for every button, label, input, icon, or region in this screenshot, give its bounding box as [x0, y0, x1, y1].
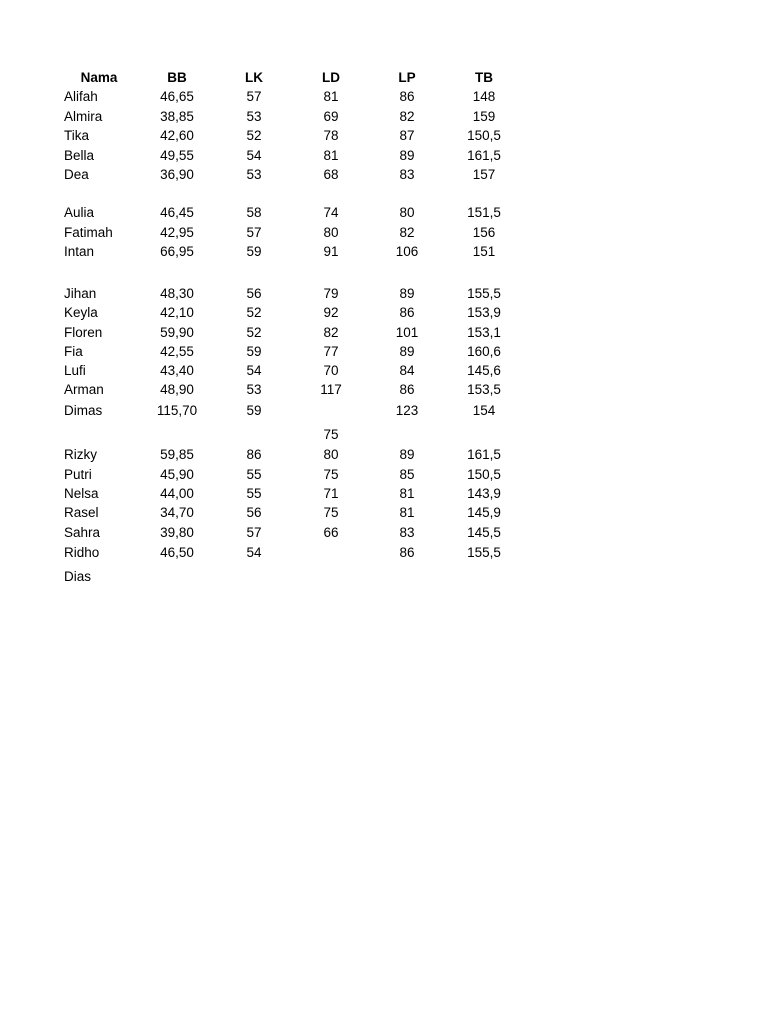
cell-lk: 57: [246, 525, 262, 540]
cell-lp: 83: [399, 525, 415, 540]
cell-bb: 46,45: [160, 205, 194, 220]
cell-tb: 145,5: [467, 525, 501, 540]
cell-tb: 145,6: [467, 363, 501, 378]
cell-ld: 82: [323, 325, 339, 340]
cell-bb: 45,90: [160, 467, 194, 482]
cell-lp: 81: [399, 505, 415, 520]
cell-nama: Dea: [64, 167, 89, 182]
cell-lp: 101: [395, 325, 419, 340]
cell-bb: 38,85: [160, 109, 194, 124]
cell-bb: 66,95: [160, 244, 194, 259]
cell-nama: Tika: [64, 128, 90, 143]
cell-lp: 85: [399, 467, 415, 482]
cell-lk: 53: [246, 109, 262, 124]
cell-nama: Intan: [64, 244, 95, 259]
cell-nama: Keyla: [64, 305, 98, 320]
cell-nama: Rizky: [64, 447, 97, 462]
cell-ld: 81: [323, 89, 339, 104]
cell-nama: Jihan: [64, 286, 97, 301]
cell-lp: 89: [399, 447, 415, 462]
cell-tb: 145,9: [467, 505, 501, 520]
cell-bb: 48,30: [160, 286, 194, 301]
cell-tb: 159: [472, 109, 496, 124]
cell-tb: 153,9: [467, 305, 501, 320]
cell-nama: Rasel: [64, 505, 99, 520]
cell-lp: 81: [399, 486, 415, 501]
cell-bb: 43,40: [160, 363, 194, 378]
cell-lk: 57: [246, 225, 262, 240]
cell-lp: 82: [399, 225, 415, 240]
cell-tb: 155,5: [467, 545, 501, 560]
cell-ld: 69: [323, 109, 339, 124]
cell-lk: 56: [246, 286, 262, 301]
cell-lk: 59: [246, 344, 262, 359]
cell-tb: 153,5: [467, 382, 501, 397]
header-bb: BB: [167, 70, 187, 85]
cell-lk: 52: [246, 305, 262, 320]
cell-ld: 80: [323, 447, 339, 462]
cell-lp: 84: [399, 363, 415, 378]
cell-lk: 53: [246, 382, 262, 397]
cell-lk: 54: [246, 363, 262, 378]
header-nama: Nama: [80, 70, 118, 85]
header-tb: TB: [475, 70, 493, 85]
cell-bb: 36,90: [160, 167, 194, 182]
cell-bb: 42,55: [160, 344, 194, 359]
cell-lp: 83: [399, 167, 415, 182]
cell-bb: 44,00: [160, 486, 194, 501]
cell-ld: 92: [323, 305, 339, 320]
cell-bb: 46,50: [160, 545, 194, 560]
cell-ld: 78: [323, 128, 339, 143]
cell-bb: 59,90: [160, 325, 194, 340]
cell-tb: 143,9: [467, 486, 501, 501]
cell-nama: Nelsa: [64, 486, 99, 501]
cell-ld: 66: [323, 525, 339, 540]
header-lp: LP: [398, 70, 416, 85]
cell-lp: 89: [399, 148, 415, 163]
cell-nama: Dimas: [64, 403, 103, 418]
cell-ld: 91: [323, 244, 339, 259]
cell-ld: 75: [323, 427, 339, 442]
cell-lp: 82: [399, 109, 415, 124]
cell-bb: 49,55: [160, 148, 194, 163]
cell-lk: 54: [246, 148, 262, 163]
cell-ld: 75: [323, 467, 339, 482]
cell-lk: 53: [246, 167, 262, 182]
cell-tb: 161,5: [467, 447, 501, 462]
cell-nama: Aulia: [64, 205, 95, 220]
cell-lk: 55: [246, 467, 262, 482]
cell-ld: 74: [323, 205, 339, 220]
cell-lk: 58: [246, 205, 262, 220]
cell-lk: 86: [246, 447, 262, 462]
cell-tb: 153,1: [467, 325, 501, 340]
cell-lk: 55: [246, 486, 262, 501]
cell-tb: 150,5: [467, 467, 501, 482]
cell-bb: 46,65: [160, 89, 194, 104]
cell-nama: Sahra: [64, 525, 101, 540]
cell-lp: 89: [399, 286, 415, 301]
cell-ld: 71: [323, 486, 339, 501]
cell-nama: Fatimah: [64, 225, 113, 240]
cell-nama: Alifah: [64, 89, 98, 104]
cell-ld: 75: [323, 505, 339, 520]
cell-lk: 52: [246, 325, 262, 340]
cell-nama: Putri: [64, 467, 92, 482]
cell-lp: 86: [399, 305, 415, 320]
cell-nama: Ridho: [64, 545, 100, 560]
cell-lp: 86: [399, 382, 415, 397]
cell-lp: 106: [395, 244, 419, 259]
cell-bb: 39,80: [160, 525, 194, 540]
cell-lk: 52: [246, 128, 262, 143]
cell-ld: 70: [323, 363, 339, 378]
cell-bb: 42,10: [160, 305, 194, 320]
cell-lp: 80: [399, 205, 415, 220]
cell-lp: 89: [399, 344, 415, 359]
cell-lp: 123: [395, 403, 419, 418]
cell-tb: 157: [472, 167, 496, 182]
header-lk: LK: [245, 70, 263, 85]
cell-lp: 86: [399, 89, 415, 104]
cell-ld: 68: [323, 167, 339, 182]
cell-nama: Floren: [64, 325, 103, 340]
cell-lp: 86: [399, 545, 415, 560]
cell-ld: 81: [323, 148, 339, 163]
cell-bb: 34,70: [160, 505, 194, 520]
cell-bb: 59,85: [160, 447, 194, 462]
cell-lp: 87: [399, 128, 415, 143]
cell-ld: 117: [320, 382, 342, 397]
cell-lk: 59: [246, 403, 262, 418]
cell-lk: 59: [246, 244, 262, 259]
cell-nama: Dias: [64, 569, 92, 584]
cell-tb: 156: [472, 225, 496, 240]
cell-nama: Arman: [64, 382, 104, 397]
cell-tb: 151: [472, 244, 496, 259]
cell-tb: 161,5: [467, 148, 501, 163]
cell-bb: 42,60: [160, 128, 194, 143]
cell-tb: 151,5: [467, 205, 501, 220]
cell-bb: 115,70: [156, 403, 198, 418]
cell-nama: Bella: [64, 148, 95, 163]
cell-ld: 79: [323, 286, 339, 301]
cell-tb: 148: [472, 89, 496, 104]
cell-ld: 77: [323, 344, 339, 359]
cell-lk: 54: [246, 545, 262, 560]
cell-nama: Lufi: [64, 363, 86, 378]
cell-ld: 80: [323, 225, 339, 240]
cell-tb: 150,5: [467, 128, 501, 143]
cell-bb: 48,90: [160, 382, 194, 397]
cell-tb: 160,6: [467, 344, 501, 359]
cell-tb: 155,5: [467, 286, 501, 301]
header-ld: LD: [322, 70, 340, 85]
cell-lk: 57: [246, 89, 262, 104]
cell-tb: 154: [472, 403, 496, 418]
cell-bb: 42,95: [160, 225, 194, 240]
cell-nama: Almira: [64, 109, 103, 124]
cell-lk: 56: [246, 505, 262, 520]
cell-nama: Fia: [64, 344, 83, 359]
